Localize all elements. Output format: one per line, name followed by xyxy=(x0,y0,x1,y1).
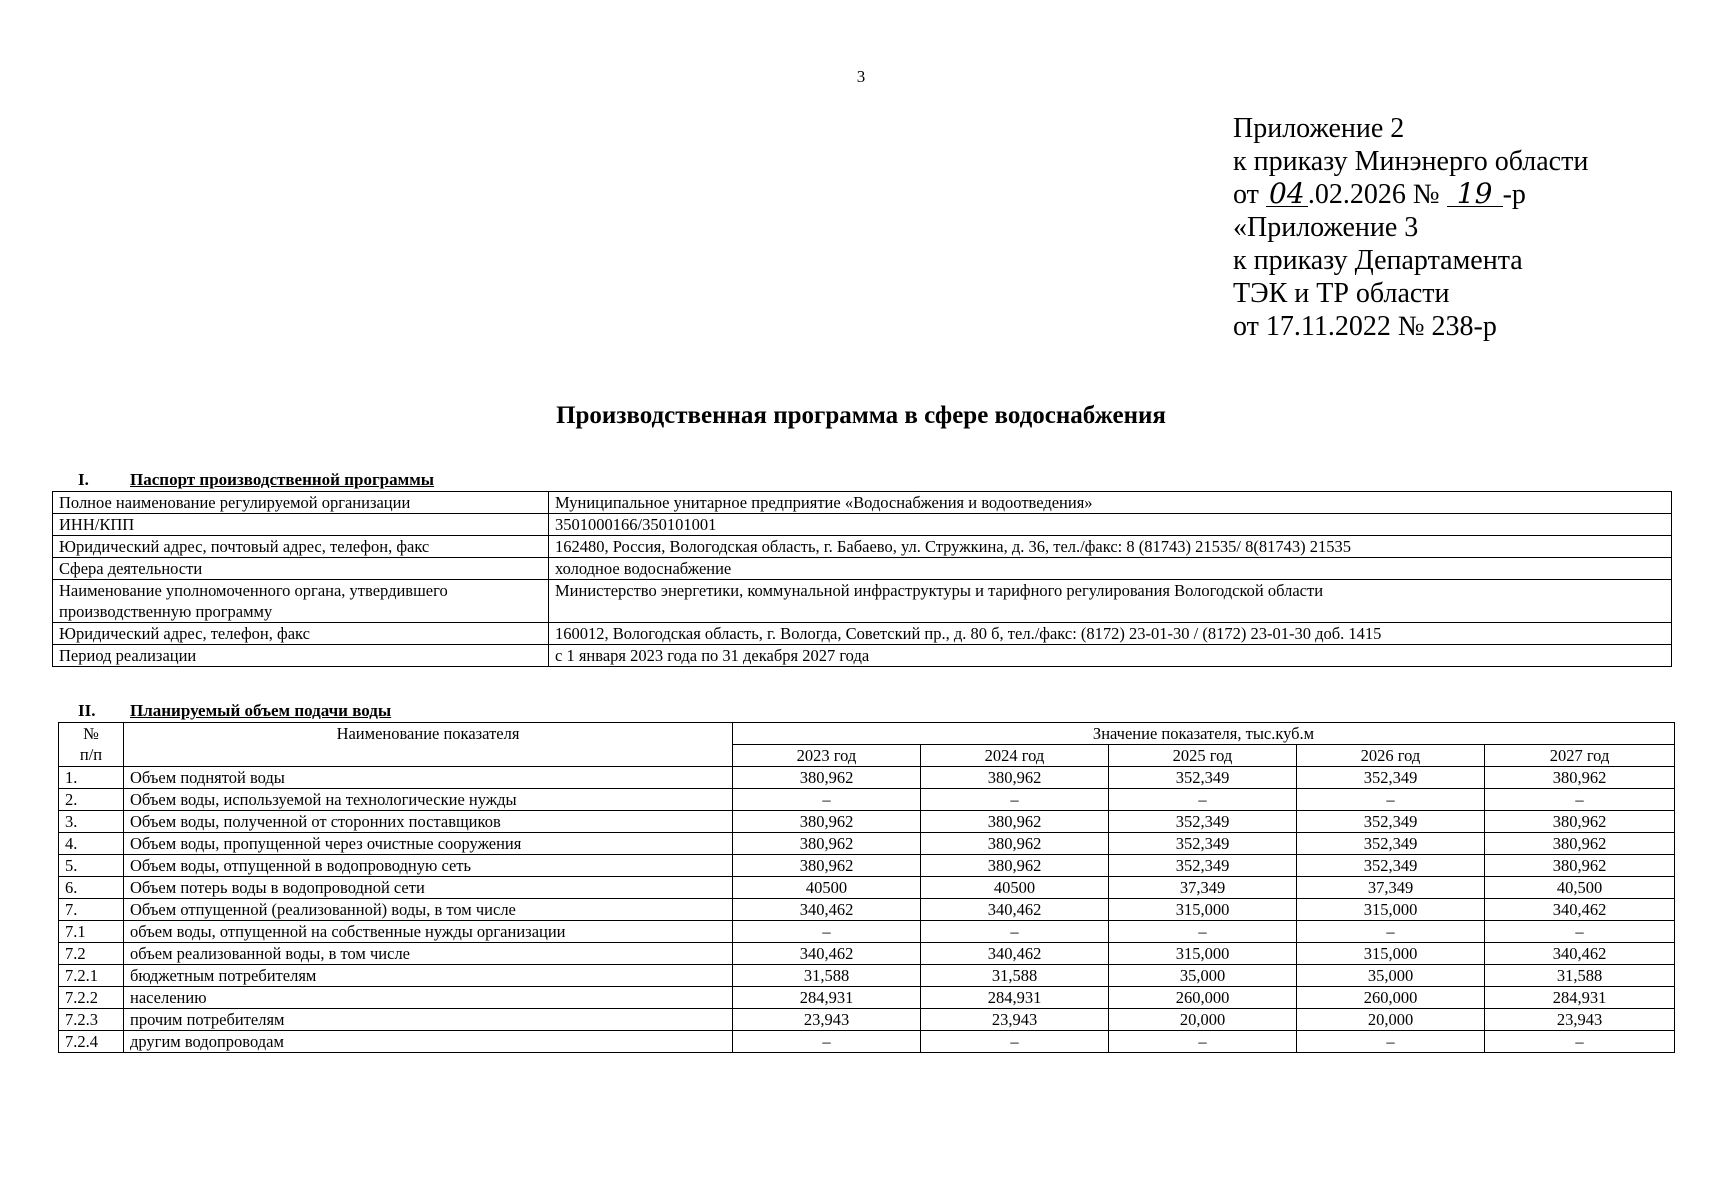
row-number: 4. xyxy=(59,833,124,855)
row-value: 315,000 xyxy=(1297,943,1485,965)
passport-label: ИНН/КПП xyxy=(53,514,549,536)
row-value: 284,931 xyxy=(733,987,921,1009)
passport-label: Полное наименование регулируемой организации xyxy=(53,492,549,514)
row-value: 352,349 xyxy=(1109,833,1297,855)
row-indicator-name: Объем воды, полученной от сторонних поставщиков xyxy=(124,811,733,833)
row-value: 352,349 xyxy=(1297,811,1485,833)
passport-label: Сфера деятельности xyxy=(53,558,549,580)
appendix-line-6: ТЭК и ТР области xyxy=(1233,278,1450,309)
table-header-row xyxy=(59,723,1675,745)
row-indicator-name: объем реализованной воды, в том числе xyxy=(124,943,733,965)
row-value: 340,462 xyxy=(733,899,921,921)
row-number: 7.2.3 xyxy=(59,1009,124,1031)
row-value: – xyxy=(733,1031,921,1053)
header-year: 2023 год xyxy=(733,745,921,767)
row-value: 352,349 xyxy=(1297,855,1485,877)
row-value: 380,962 xyxy=(733,833,921,855)
row-value: 340,462 xyxy=(1485,899,1675,921)
passport-value: холодное водоснабжение xyxy=(549,558,1672,580)
row-value: 352,349 xyxy=(1109,811,1297,833)
table-row xyxy=(59,877,1675,899)
row-value: 340,462 xyxy=(921,943,1109,965)
passport-value: 3501000166/350101001 xyxy=(549,514,1672,536)
row-value: – xyxy=(733,921,921,943)
passport-label: Юридический адрес, почтовый адрес, телефон, факс xyxy=(53,536,549,558)
row-number: 6. xyxy=(59,877,124,899)
row-value: – xyxy=(1297,1031,1485,1053)
document-title: Производственная программа в сфере водоснабжения xyxy=(556,402,1166,429)
row-value: 31,588 xyxy=(733,965,921,987)
row-value: 352,349 xyxy=(1109,767,1297,789)
header-num-line2: п/п xyxy=(79,745,103,764)
table-row xyxy=(59,899,1675,921)
appendix-line-3 xyxy=(1233,178,1588,211)
row-value: 35,000 xyxy=(1109,965,1297,987)
handwritten-number: 19 xyxy=(1447,182,1503,207)
header-values-group: Значение показателя, тыс.куб.м xyxy=(733,723,1675,745)
passport-table xyxy=(52,491,1672,667)
passport-row xyxy=(53,623,1672,645)
header-year: 2027 год xyxy=(1485,745,1675,767)
passport-row xyxy=(53,580,1672,623)
row-value: – xyxy=(921,921,1109,943)
row-number: 3. xyxy=(59,811,124,833)
row-value: – xyxy=(733,789,921,811)
passport-row xyxy=(53,536,1672,558)
row-value: 40,500 xyxy=(1485,877,1675,899)
row-indicator-name: Объем потерь воды в водопроводной сети xyxy=(124,877,733,899)
row-value: 40500 xyxy=(733,877,921,899)
row-value: 37,349 xyxy=(1297,877,1485,899)
appendix-block xyxy=(1233,112,1588,343)
appendix-date-prefix: от xyxy=(1233,179,1259,210)
row-value: 20,000 xyxy=(1109,1009,1297,1031)
row-value: – xyxy=(1297,921,1485,943)
table-row xyxy=(59,767,1675,789)
table-row xyxy=(59,987,1675,1009)
table-row xyxy=(59,943,1675,965)
header-year: 2025 год xyxy=(1109,745,1297,767)
header-name: Наименование показателя xyxy=(124,723,733,767)
passport-row xyxy=(53,558,1672,580)
row-indicator-name: Объем воды, отпущенной в водопроводную сеть xyxy=(124,855,733,877)
passport-value: Муниципальное унитарное предприятие «Водоснабжения и водоотведения» xyxy=(549,492,1672,514)
row-number: 7.2.1 xyxy=(59,965,124,987)
appendix-line-2: к приказу Минэнерго области xyxy=(1233,146,1589,177)
row-value: 260,000 xyxy=(1109,987,1297,1009)
row-value: 380,962 xyxy=(921,811,1109,833)
row-indicator-name: населению xyxy=(124,987,733,1009)
passport-value: 160012, Вологодская область, г. Вологда, Советский пр., д. 80 б, тел./факс: (8172) 23-01-30 / (8172) 23-01-30 доб. 1415 xyxy=(549,623,1672,645)
row-number: 7.2 xyxy=(59,943,124,965)
passport-value: с 1 января 2023 года по 31 декабря 2027 года xyxy=(549,645,1672,667)
passport-row xyxy=(53,514,1672,536)
header-num-line1: № xyxy=(83,724,99,743)
section-2-number: II. xyxy=(78,701,96,720)
appendix-line-1: Приложение 2 xyxy=(1233,113,1405,144)
appendix-date-mid: .02.2026 № xyxy=(1307,179,1440,210)
section-1-number: I. xyxy=(78,470,89,489)
passport-value: 162480, Россия, Вологодская область, г. Бабаево, ул. Стружкина, д. 36, тел./факс: 8 (81743) 21535/ 8(81743) 21535 xyxy=(549,536,1672,558)
row-value: – xyxy=(1485,789,1675,811)
appendix-number-suffix: -р xyxy=(1502,179,1526,210)
section-1-title: Паспорт производственной программы xyxy=(130,470,435,489)
row-value: – xyxy=(921,1031,1109,1053)
row-value: 380,962 xyxy=(1485,855,1675,877)
section-2-title: Планируемый объем подачи воды xyxy=(130,701,392,720)
appendix-line-7: от 17.11.2022 № 238-р xyxy=(1233,311,1497,342)
passport-row xyxy=(53,492,1672,514)
row-indicator-name: Объем воды, пропущенной через очистные сооружения xyxy=(124,833,733,855)
row-value: 380,962 xyxy=(733,855,921,877)
row-value: – xyxy=(1109,1031,1297,1053)
row-value: 35,000 xyxy=(1297,965,1485,987)
section-1-heading xyxy=(78,470,434,490)
row-number: 7.1 xyxy=(59,921,124,943)
row-value: 352,349 xyxy=(1297,767,1485,789)
row-value: – xyxy=(1485,921,1675,943)
row-value: 31,588 xyxy=(921,965,1109,987)
section-2-heading xyxy=(78,701,391,721)
row-number: 5. xyxy=(59,855,124,877)
row-value: 340,462 xyxy=(1485,943,1675,965)
row-value: 37,349 xyxy=(1109,877,1297,899)
row-value: 23,943 xyxy=(1485,1009,1675,1031)
appendix-line-4: «Приложение 3 xyxy=(1233,212,1419,243)
table-row xyxy=(59,1031,1675,1053)
passport-value: Министерство энергетики, коммунальной инфраструктуры и тарифного регулирования Вологодской области xyxy=(549,580,1672,623)
handwritten-day: 04 xyxy=(1266,182,1308,207)
row-value: – xyxy=(921,789,1109,811)
passport-row xyxy=(53,645,1672,667)
row-indicator-name: объем воды, отпущенной на собственные нужды организации xyxy=(124,921,733,943)
header-year: 2026 год xyxy=(1297,745,1485,767)
passport-label: Юридический адрес, телефон, факс xyxy=(53,623,549,645)
row-value: 40500 xyxy=(921,877,1109,899)
passport-label: Наименование уполномоченного органа, утвердившего производственную программу xyxy=(53,580,549,623)
row-value: 380,962 xyxy=(733,811,921,833)
row-indicator-name: Объем отпущенной (реализованной) воды, в том числе xyxy=(124,899,733,921)
row-value: 315,000 xyxy=(1297,899,1485,921)
row-indicator-name: другим водопроводам xyxy=(124,1031,733,1053)
row-value: 340,462 xyxy=(921,899,1109,921)
row-value: 340,462 xyxy=(733,943,921,965)
row-value: 380,962 xyxy=(1485,767,1675,789)
table-row xyxy=(59,1009,1675,1031)
table-row xyxy=(59,789,1675,811)
row-number: 1. xyxy=(59,767,124,789)
row-value: 20,000 xyxy=(1297,1009,1485,1031)
row-value: 380,962 xyxy=(1485,811,1675,833)
row-indicator-name: бюджетным потребителям xyxy=(124,965,733,987)
header-num xyxy=(59,723,124,767)
passport-label: Период реализации xyxy=(53,645,549,667)
table-row xyxy=(59,833,1675,855)
row-indicator-name: Объем поднятой воды xyxy=(124,767,733,789)
row-value: 380,962 xyxy=(1485,833,1675,855)
page-number: 3 xyxy=(856,67,866,86)
row-value: 284,931 xyxy=(921,987,1109,1009)
appendix-line-5: к приказу Департамента xyxy=(1233,245,1523,276)
row-value: 260,000 xyxy=(1297,987,1485,1009)
row-value: – xyxy=(1297,789,1485,811)
row-value: – xyxy=(1485,1031,1675,1053)
row-number: 7. xyxy=(59,899,124,921)
header-year: 2024 год xyxy=(921,745,1109,767)
row-value: 380,962 xyxy=(921,767,1109,789)
table-row xyxy=(59,965,1675,987)
row-value: 284,931 xyxy=(1485,987,1675,1009)
row-value: 23,943 xyxy=(733,1009,921,1031)
row-value: – xyxy=(1109,789,1297,811)
row-indicator-name: прочим потребителям xyxy=(124,1009,733,1031)
row-value: 352,349 xyxy=(1297,833,1485,855)
row-value: 315,000 xyxy=(1109,899,1297,921)
row-number: 7.2.4 xyxy=(59,1031,124,1053)
row-value: 31,588 xyxy=(1485,965,1675,987)
row-value: 315,000 xyxy=(1109,943,1297,965)
row-value: 380,962 xyxy=(733,767,921,789)
water-volume-table xyxy=(58,722,1675,1053)
row-value: 380,962 xyxy=(921,855,1109,877)
row-number: 2. xyxy=(59,789,124,811)
row-value: – xyxy=(1109,921,1297,943)
row-value: 352,349 xyxy=(1109,855,1297,877)
table-row xyxy=(59,921,1675,943)
row-number: 7.2.2 xyxy=(59,987,124,1009)
table-row xyxy=(59,855,1675,877)
row-indicator-name: Объем воды, используемой на технологические нужды xyxy=(124,789,733,811)
row-value: 23,943 xyxy=(921,1009,1109,1031)
row-value: 380,962 xyxy=(921,833,1109,855)
table-row xyxy=(59,811,1675,833)
